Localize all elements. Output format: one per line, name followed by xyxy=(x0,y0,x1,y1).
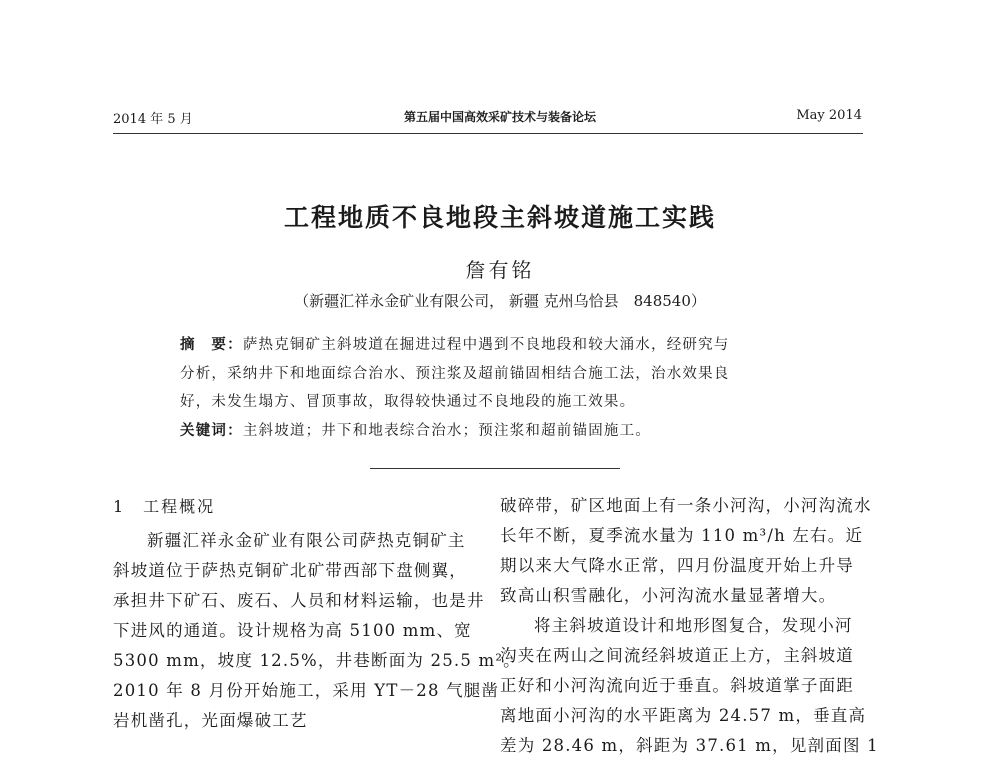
body-line: 沟夹在两山之间流经斜坡道正上方，主斜坡道 xyxy=(500,646,854,665)
section-heading: 1 工程概况 xyxy=(113,497,216,516)
header-journal: 第五届中国高效采矿技术与装备论坛 xyxy=(403,110,596,124)
body-line: 将主斜坡道设计和地形图复合，发现小河 xyxy=(534,616,853,635)
body-line: 期以来大气降水正常，四月份温度开始上升导 xyxy=(500,556,854,575)
body-line: 5300 mm，坡度 12.5%，井巷断面为 25.5 m²。 xyxy=(113,651,521,670)
abstract-line: 摘 要：萨热克铜矿主斜坡道在掘进过程中遇到不良地段和较大涌水，经研究与 xyxy=(180,337,730,353)
body-line: 下进风的通道。设计规格为高 5100 mm、宽 xyxy=(113,621,472,640)
keywords-label: 关键词： xyxy=(180,423,243,439)
body-line: 新疆汇祥永金矿业有限公司萨热克铜矿主 xyxy=(147,531,466,550)
author: 詹有铭 xyxy=(465,258,535,282)
body-line: 岩机凿孔，光面爆破工艺 xyxy=(113,711,308,730)
left-column xyxy=(113,492,521,736)
separator-rule xyxy=(370,468,620,469)
body-line: 承担井下矿石、废石、人员和材料运输，也是井 xyxy=(113,591,485,610)
header-date: 2014 年 5 月 xyxy=(113,112,193,127)
body-line: 差为 28.46 m，斜距为 37.61 m，见剖面图 1 xyxy=(500,736,879,755)
body-line: 离地面小河沟的水平距离为 24.57 m，垂直高 xyxy=(500,706,867,725)
affiliation: （新疆汇祥永金矿业有限公司， 新疆 克州乌恰县 848540） xyxy=(294,292,706,310)
body-line: 正好和小河沟流向近于垂直。斜坡道掌子面距 xyxy=(500,676,854,695)
abstract-line: 好，未发生塌方、冒顶事故，取得较快通过不良地段的施工效果。 xyxy=(180,394,636,410)
body-line: 斜坡道位于萨热克铜矿北矿带西部下盘侧翼， xyxy=(113,561,467,580)
body-line: 破碎带，矿区地面上有一条小河沟，小河沟流水 xyxy=(500,496,872,515)
body-line: 致高山积雪融化，小河沟流水量显著增大。 xyxy=(500,586,837,605)
keywords-line: 关键词：主斜坡道；井下和地表综合治水；预注浆和超前锚固施工。 xyxy=(180,423,652,439)
header-date-en: May 2014 xyxy=(796,108,862,123)
right-column xyxy=(500,491,879,761)
abstract-line: 分析，采纳井下和地面综合治水、预注浆及超前锚固相结合施工法，治水效果良 xyxy=(180,366,730,382)
abstract-label: 摘 要： xyxy=(180,337,243,353)
paper-title: 工程地质不良地段主斜坡道施工实践 xyxy=(283,203,716,232)
header-rule xyxy=(113,133,863,134)
body-line: 长年不断，夏季流水量为 110 m³/h 左右。近 xyxy=(500,526,864,545)
body-line: 2010 年 8 月份开始施工，采用 YT－28 气腿凿 xyxy=(113,681,500,700)
